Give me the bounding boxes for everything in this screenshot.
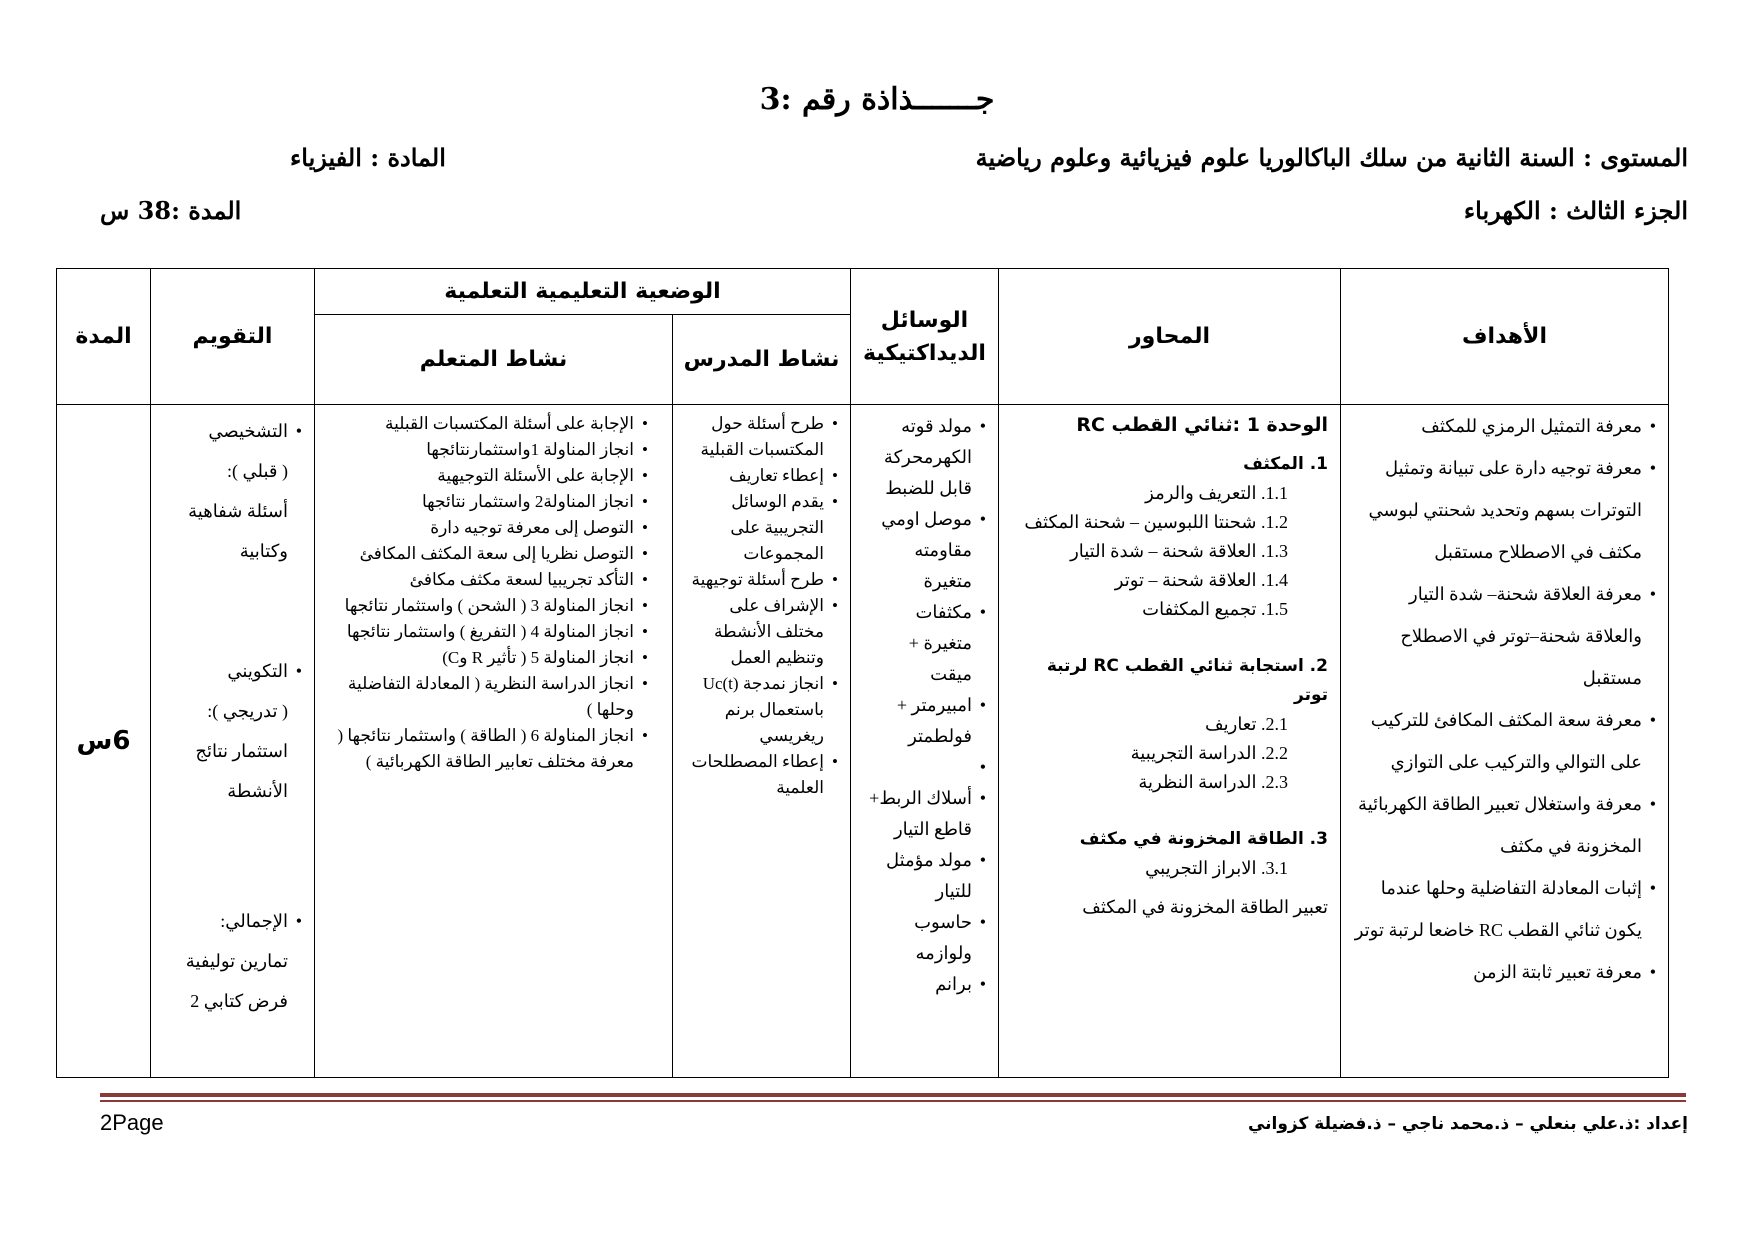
evaluation-summative: [163, 901, 302, 1021]
document-title: جـــــــذاذة رقم :3: [759, 82, 995, 117]
header-learner: نشاط المتعلم: [315, 315, 673, 405]
evaluation-line: تمارين توليفية: [185, 951, 288, 971]
tool-item: • أسلاك الربط+ قاطع التيار: [863, 783, 986, 845]
axes-subitem: 1.4. العلاقة شحنة – توتر: [1114, 570, 1288, 590]
tools-cell: [851, 405, 999, 1078]
evaluation-line: ( تدريجي ):: [207, 701, 288, 721]
evaluation-line: استثمار نتائج: [195, 741, 288, 761]
duration-cell: 6س: [57, 405, 151, 1078]
unit-title: الوحدة 1 :ثنائي القطب RC: [1076, 414, 1328, 436]
learner-activity-item: • انجاز المناولة 1واستثمارنتائجها: [327, 437, 648, 463]
teacher-activity-item: • انجاز نمدجة Uc(t) باستعمال برنم ريغريسي: [685, 671, 838, 749]
duration-line: المدة :38 س: [100, 196, 242, 225]
tool-item: • حاسوب ولوازمه: [863, 907, 986, 969]
objective-item: • معرفة العلاقة شحنة– شدة التيار والعلاقة شحنة–توتر في الاصطلاح مستقبل: [1353, 573, 1656, 699]
tools-list: [863, 411, 986, 1000]
footer-rule: [100, 1093, 1686, 1097]
header-axes: المحاور: [999, 269, 1341, 405]
axes-subitem: 1.1. التعريف والرمز: [1145, 483, 1288, 503]
objective-item: • معرفة سعة المكثف المكافئ للتركيب على التوالي والتركيب على التوازي: [1353, 699, 1656, 783]
axes-subitem: 1.3. العلاقة شحنة – شدة التيار: [1070, 541, 1288, 561]
tool-item: • امبيرمتر + فولطمتر: [863, 690, 986, 752]
learner-activity-item: • التأكد تجريبيا لسعة مكثف مكافئ: [327, 567, 648, 593]
evaluation-line: وكتابية: [239, 541, 288, 561]
axes-subitem: 2.2. الدراسة التجريبية: [1130, 743, 1288, 763]
objective-item: • معرفة التمثيل الرمزي للمكثف: [1353, 405, 1656, 447]
axes-sections: [1011, 450, 1328, 883]
learner-activity-item: • الإجابة على الأسئلة التوجيهية: [327, 463, 648, 489]
axes-cell: [999, 405, 1341, 1078]
tool-item: • مكثفات متغيرة + ميقت: [863, 597, 986, 690]
authors: إعداد :ذ.علي بنعلي – ذ.محمد ناجي – ذ.فضيلة كزواني: [1247, 1114, 1688, 1134]
tool-item: • برانم: [863, 969, 986, 1000]
level-line: المستوى : السنة الثانية من سلك الباكالوريا علوم فيزيائية وعلوم رياضية: [975, 143, 1688, 172]
axes-section-title: 1. المكثف: [1243, 454, 1328, 474]
objective-item: • معرفة تعبير ثابتة الزمن: [1353, 951, 1656, 993]
learner-activity-item: • انجاز المناولة2 واستثمار نتائجها: [327, 489, 648, 515]
teacher-list: [685, 411, 838, 801]
teacher-activity-item: • الإشراف على مختلف الأنشطة وتنظيم العمل: [685, 593, 838, 671]
tool-item: • مولد قوته الكهرمحركة قابل للضبط: [863, 411, 986, 504]
header-tools: الوسائل الديداكتيكية: [851, 269, 999, 405]
learner-cell: [315, 405, 673, 1078]
header-duration: المدة: [57, 269, 151, 405]
evaluation-line: أسئلة شفاهية: [188, 501, 288, 521]
tool-item: • مولد مؤمثل للتيار: [863, 845, 986, 907]
axes-section-title: 2. استجابة ثنائي القطب RC لرتبة توتر: [1046, 656, 1328, 705]
page-number: 2Page: [100, 1110, 164, 1135]
axes-section-title: 3. الطاقة المخزونة في مكثف: [1079, 829, 1328, 849]
axes-subitem: 1.2. شحنتا اللبوسين – شحنة المكثف: [1024, 512, 1288, 532]
header-objectives: الأهداف: [1341, 269, 1669, 405]
lesson-table: [56, 268, 1669, 1078]
evaluation-line: ( قبلي ):: [227, 461, 288, 481]
objectives-cell: [1341, 405, 1669, 1078]
evaluation-line: • التكويني: [163, 651, 302, 691]
learner-activity-item: • انجاز المناولة 3 ( الشحن ) واستثمار نتائجها: [327, 593, 648, 619]
teacher-activity-item: • إعطاء تعاريف: [685, 463, 838, 489]
evaluation-diagnostic: [163, 411, 302, 571]
evaluation-line: الأنشطة: [227, 781, 288, 801]
evaluation-cell: [151, 405, 315, 1078]
learner-activity-item: • انجاز المناولة 6 ( الطاقة ) واستثمار نتائجها ( معرفة مختلف تعابير الطاقة الكهربائية ): [327, 723, 648, 775]
objective-item: • معرفة توجيه دارة على تبيانة وتمثيل التوترات بسهم وتحديد شحنتي لبوسي مكثف في الاصطلاح مستقبل: [1353, 447, 1656, 573]
teacher-activity-item: • يقدم الوسائل التجريبية على المجموعات: [685, 489, 838, 567]
teacher-activity-item: • إعطاء المصطلحات العلمية: [685, 749, 838, 801]
axes-subitem: 1.5. تجميع المكثفات: [1142, 599, 1288, 619]
learner-list: [327, 411, 648, 775]
tool-item: • موصل اومي مقاومته متغيرة: [863, 504, 986, 597]
evaluation-line: فرض كتابي 2: [190, 991, 288, 1011]
header-situation: الوضعية التعليمية التعلمية: [315, 269, 851, 315]
subject-line: المادة : الفيزياء: [290, 143, 446, 172]
evaluation-formative: [163, 651, 302, 811]
teacher-activity-item: • طرح أسئلة توجيهية: [685, 567, 838, 593]
tool-item: [863, 752, 986, 783]
learner-activity-item: • انجاز المناولة 4 ( التفريغ ) واستثمار نتائجها: [327, 619, 648, 645]
header-teacher: نشاط المدرس: [673, 315, 851, 405]
evaluation-line: • التشخيصي: [163, 411, 302, 451]
axes-closing: تعبير الطاقة المخزونة في المكثف: [1082, 897, 1328, 917]
objective-item: • معرفة واستغلال تعبير الطاقة الكهربائية المخزونة في مكثف: [1353, 783, 1656, 867]
header-evaluation: التقويم: [151, 269, 315, 405]
objectives-list: [1353, 405, 1656, 993]
teacher-cell: [673, 405, 851, 1078]
objective-item: • إثبات المعادلة التفاضلية وحلها عندما يكون ثنائي القطب RC خاضعا لرتبة توتر: [1353, 867, 1656, 951]
learner-activity-item: • الإجابة على أسئلة المكتسبات القبلية: [327, 411, 648, 437]
axes-subitem: 2.3. الدراسة النظرية: [1138, 772, 1288, 792]
footer-rule-thin: [100, 1100, 1686, 1102]
axes-subitem: 2.1. تعاريف: [1204, 714, 1288, 734]
teacher-activity-item: • طرح أسئلة حول المكتسبات القبلية: [685, 411, 838, 463]
learner-activity-item: • انجاز الدراسة النظرية ( المعادلة التفاضلية وحلها ): [327, 671, 648, 723]
learner-activity-item: • انجاز المناولة 5 ( تأثير R وC): [327, 645, 648, 671]
learner-activity-item: • التوصل إلى معرفة توجيه دارة: [327, 515, 648, 541]
evaluation-line: • الإجمالي:: [163, 901, 302, 941]
axes-subitem: 3.1. الابراز التجريبي: [1145, 858, 1288, 878]
part-line: الجزء الثالث : الكهرباء: [1463, 196, 1688, 225]
learner-activity-item: • التوصل نظريا إلى سعة المكثف المكافئ: [327, 541, 648, 567]
